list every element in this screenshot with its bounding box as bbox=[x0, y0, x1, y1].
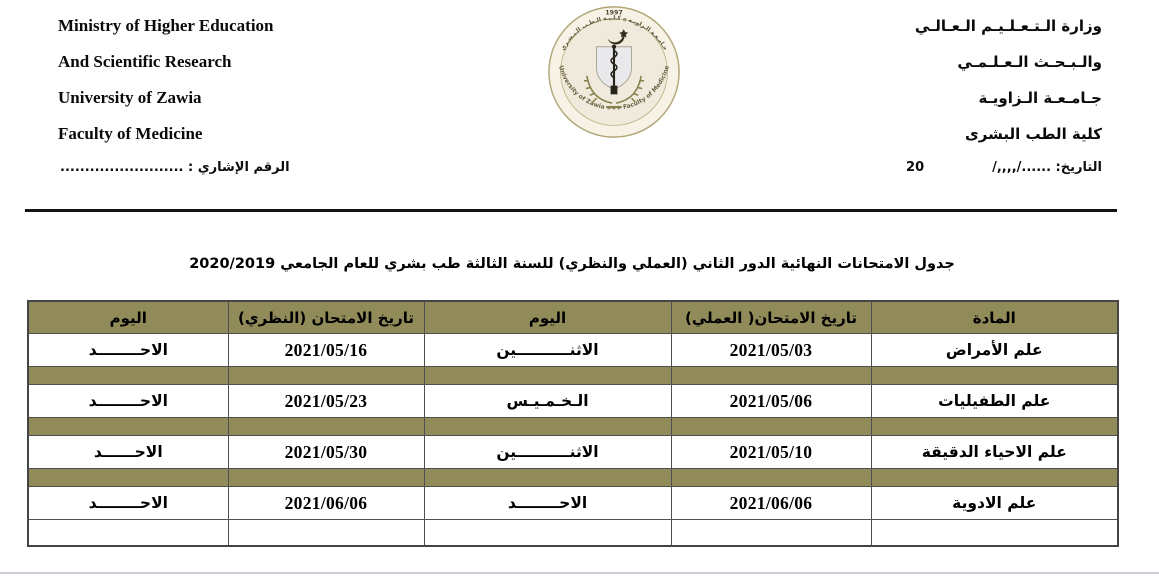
practical-date-cell: 2021/05/06 bbox=[671, 385, 871, 418]
seal-arc-bottom-text: University of Zawia ∗∗∗ Faculty of Medicine bbox=[557, 64, 671, 112]
university-line-ar: جـامـعـة الـزاويـة bbox=[978, 89, 1102, 107]
faculty-line-ar: كلية الطب البشرى bbox=[964, 125, 1102, 143]
practical-day-cell: الـخـمـيـس bbox=[424, 385, 671, 418]
header-divider-rule bbox=[25, 209, 1117, 212]
seal-svg bbox=[546, 2, 682, 142]
university-seal-logo bbox=[546, 2, 682, 142]
university-line-en: University of Zawia bbox=[58, 88, 202, 107]
seal-year-text: 1997 bbox=[605, 9, 623, 17]
theory-date-cell: 2021/06/06 bbox=[228, 487, 424, 520]
reference-number-field: الرقم الإشاري : ......................... bbox=[60, 160, 290, 175]
subject-cell: علم الطفيليات bbox=[871, 385, 1118, 418]
header-theory-day: اليوم bbox=[28, 301, 228, 334]
spacer-row bbox=[28, 418, 1118, 436]
letterhead-english bbox=[58, 8, 274, 152]
table-header-row bbox=[28, 301, 1118, 334]
date-label: التاريخ: ....../,,,,/ bbox=[992, 160, 1102, 175]
theory-day-cell: الاحــــــــد bbox=[28, 334, 228, 367]
theory-day-cell: الاحــــــــد bbox=[28, 487, 228, 520]
faculty-line-en: Faculty of Medicine bbox=[58, 124, 203, 143]
spacer-row bbox=[28, 469, 1118, 487]
subject-cell: علم الأمراض bbox=[871, 334, 1118, 367]
practical-day-cell: الاثنــــــــــين bbox=[424, 436, 671, 469]
ministry-line-en: Ministry of Higher Education bbox=[58, 16, 274, 35]
theory-day-cell: الاحــــــد bbox=[28, 436, 228, 469]
theory-date-cell: 2021/05/23 bbox=[228, 385, 424, 418]
practical-day-cell: الاحــــــــد bbox=[424, 487, 671, 520]
header-theory-date: تاريخ الامتحان (النظري) bbox=[228, 301, 424, 334]
date-year: 20 bbox=[906, 160, 925, 175]
ministry-line-ar: وزارة الـتـعـلـيـم الـعـالـي bbox=[914, 17, 1102, 35]
theory-day-cell: الاحــــــــد bbox=[28, 385, 228, 418]
seal-arc-top-text: جـامـعـة الـزاويـة ۞ كـلـيـة الـطـب الـبـشـري bbox=[560, 15, 668, 52]
subject-cell: علم الادوية bbox=[871, 487, 1118, 520]
table-row bbox=[28, 487, 1118, 520]
page-bottom-rule bbox=[0, 572, 1159, 574]
research-line-ar: والـبـحـث الـعـلـمـي bbox=[957, 53, 1102, 71]
research-line-en: And Scientific Research bbox=[58, 52, 232, 71]
table-row bbox=[28, 385, 1118, 418]
table-row bbox=[28, 436, 1118, 469]
practical-day-cell: الاثنــــــــــين bbox=[424, 334, 671, 367]
header-practical-day: اليوم bbox=[424, 301, 671, 334]
theory-date-cell: 2021/05/30 bbox=[228, 436, 424, 469]
spacer-row bbox=[28, 367, 1118, 385]
practical-date-cell: 2021/06/06 bbox=[671, 487, 871, 520]
table-row bbox=[28, 334, 1118, 367]
schedule-title: جدول الامتحانات النهائية الدور الثاني (العملي والنظري) للسنة الثالثة طب بشري للعام الجامعي 2020/2019 bbox=[189, 256, 955, 272]
practical-date-cell: 2021/05/10 bbox=[671, 436, 871, 469]
empty-row bbox=[28, 520, 1118, 546]
subject-cell: علم الاحياء الدقيقة bbox=[871, 436, 1118, 469]
letterhead-arabic bbox=[915, 8, 1102, 152]
exam-schedule-table bbox=[27, 300, 1119, 547]
header-practical-date: تاريخ الامتحان( العملي) bbox=[671, 301, 871, 334]
practical-date-cell: 2021/05/03 bbox=[671, 334, 871, 367]
header-subject: المادة bbox=[871, 301, 1118, 334]
theory-date-cell: 2021/05/16 bbox=[228, 334, 424, 367]
date-field bbox=[906, 160, 1102, 175]
